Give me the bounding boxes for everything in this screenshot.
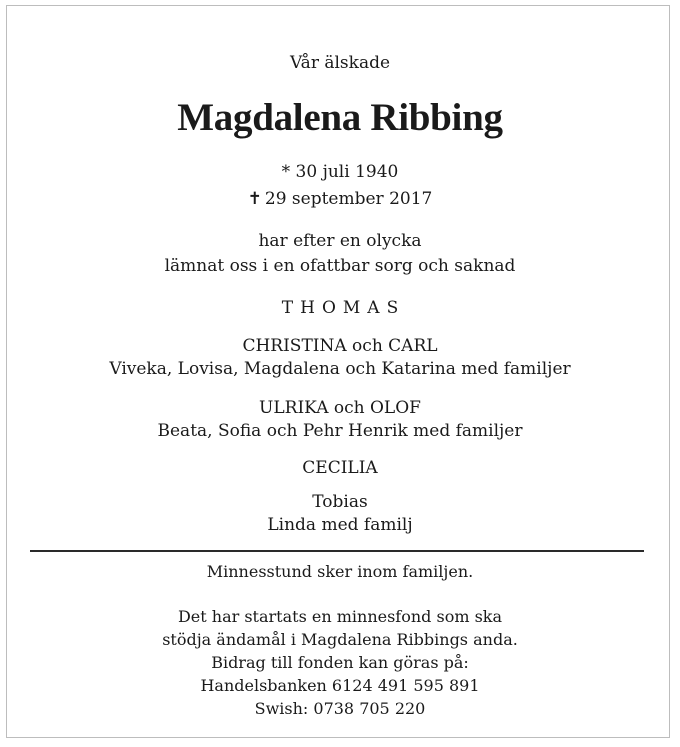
cross-icon: ✝ [247, 189, 262, 209]
spouse-name: THOMAS [281, 298, 406, 318]
birth-date: * 30 juli 1940 [281, 162, 399, 182]
message-line: har efter en olycka [258, 231, 422, 251]
swish-number: Swish: 0738 705 220 [254, 699, 426, 718]
family-member: Linda med familj [267, 515, 413, 535]
death-date [0, 189, 680, 209]
fund-line: Bidrag till fonden kan göras på: [211, 653, 469, 672]
fund-line: Det har startats en minnesfond som ska [177, 607, 503, 626]
death-date-text: 29 september 2017 [264, 189, 433, 209]
family-members: Beata, Sofia och Pehr Henrik med familjer [157, 421, 523, 441]
message-line: lämnat oss i en ofattbar sorg och saknad [164, 256, 516, 276]
family-members: Viveka, Lovisa, Magdalena och Katarina med familjer [109, 359, 571, 379]
deceased-name: Magdalena Ribbing [177, 96, 503, 139]
bank-account: Handelsbanken 6124 491 595 891 [200, 676, 480, 695]
divider-line [30, 550, 644, 552]
family-member: Tobias [312, 492, 368, 512]
family-head: CHRISTINA och CARL [242, 336, 438, 356]
memorial-notice: Minnesstund sker inom familjen. [206, 562, 474, 581]
intro-text: Vår älskade [289, 53, 391, 73]
fund-line: stödja ändamål i Magdalena Ribbings anda. [162, 630, 518, 649]
family-head: CECILIA [302, 458, 378, 478]
family-head: ULRIKA och OLOF [259, 398, 421, 418]
